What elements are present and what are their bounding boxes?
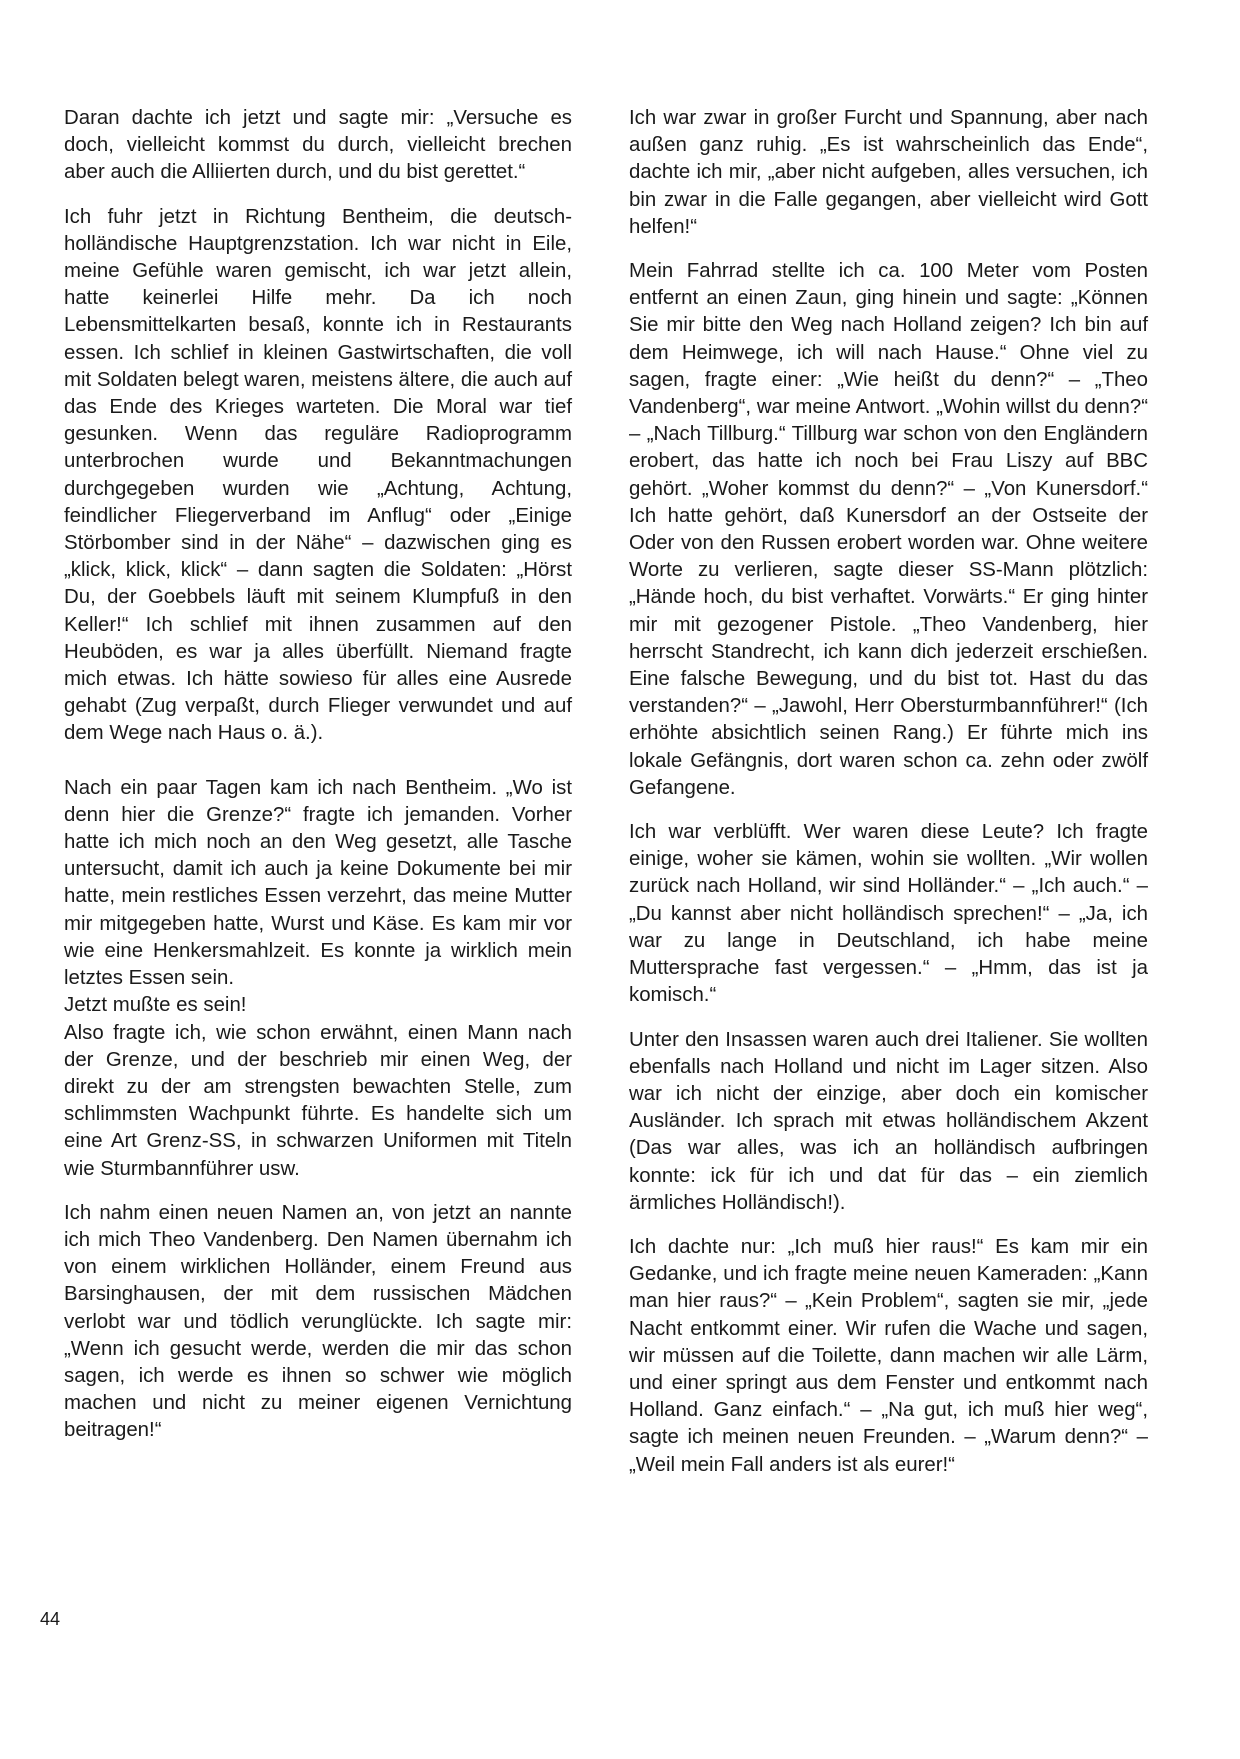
paragraph: Also fragte ich, wie schon erwähnt, einen Mann nach der Grenze, und der beschrieb mir einen Weg, der direkt zu der am strengsten bewachten Stelle, zum schlimmsten Wachpunkt führte. Es handelte sich um eine Art Grenz-SS, in schwarzen Uniformen mit Titeln wie Sturmbannführer usw. xyxy=(64,1021,572,1180)
paragraph: Mein Fahrrad stellte ich ca. 100 Meter vom Posten entfernt an einen Zaun, ging hinein und sagte: „Können Sie mir bitte den Weg nach Holland zeigen? Ich bin auf dem Heimwege, ich will nach Hause.“ Ohne viel zu sagen, fragte einer: „Wie heißt du denn?“ – „Theo Vandenberg“, war meine Antwort. „Wohin willst du denn?“ – „Nach Tillburg.“ Tillburg war schon von den Engländern erobert, das hatte ich noch bei Frau Liszy auf BBC gehört. „Woher kommst du denn?“ – „Von Kunersdorf.“ Ich hatte gehört, daß Kunersdorf an der Ostseite der Oder von den Russen erobert worden war. Ohne weitere Worte zu verlieren, sagte dieser SS-Mann plötzlich: „Hände hoch, du bist verhaftet. Vorwärts.“ Er ging hinter mir mit gezogener Pistole. „Theo Vandenberg, hier herrscht Standrecht, ich kann dich jederzeit erschießen. Eine falsche Bewegung, und du bist tot. Hast du das verstanden?“ – „Jawohl, Herr Obersturmbannführer!“ (Ich erhöhte absichtlich seinen Rang.) Er führte mich ins lokale Gefängnis, dort waren schon ca. zehn oder zwölf Gefangene. xyxy=(629,260,1148,799)
paragraph: Ich dachte nur: „Ich muß hier raus!“ Es kam mir ein Gedanke, und ich fragte meine neuen Kameraden: „Kann man hier raus?“ – „Kein Problem“, sagten sie mir, „jede Nacht entkommt einer. Wir rufen die Wache und sagen, wir müssen auf die Toilette, dann machen wir alle Lärm, und einer springt aus dem Fenster und entkommt nach Holland. Ganz einfach.“ – „Na gut, ich muß hier weg“, sagte ich meinen neuen Freunden. – „Warum denn?“ – „Weil mein Fall anders ist als eurer!“ xyxy=(629,1235,1148,1476)
paragraph: Daran dachte ich jetzt und sagte mir: „Versuche es doch, vielleicht kommst du durch, vielleicht brechen aber auch die Alliierten durch, und du bist gerettet.“ xyxy=(64,107,572,184)
paragraph: Ich fuhr jetzt in Richtung Bentheim, die deutsch-holländische Hauptgrenzstation. Ich war nicht in Eile, meine Gefühle waren gemischt, ich war jetzt allein, hatte keinerlei Hilfe mehr. Da ich noch Lebensmittelkarten besaß, konnte ich in Restaurants essen. Ich schlief in kleinen Gastwirtschaften, die voll mit Soldaten belegt waren, meistens ältere, die auch auf das Ende des Krieges warteten. Die Moral war tief gesunken. Wenn das reguläre Radioprogramm unterbrochen wurde und Bekanntmachungen durchgegeben wurden wie „Achtung, Achtung, feindlicher Fliegerverband im Anflug“ oder „Einige Störbomber sind in der Nähe“ – dazwischen ging es „klick, klick, klick“ – dann sagten die Soldaten: „Hörst Du, der Goebbels läuft mit seinem Klumpfuß in den Keller!“ Ich schlief mit ihnen zusammen auf den Heuböden, es war ja alles überfüllt. Niemand fragte mich etwas. Ich hätte sowieso für alles eine Ausrede gehabt (Zug verpaßt, durch Flieger verwundet und auf dem Wege nach Haus o. ä.). xyxy=(64,205,572,745)
paragraph: Ich nahm einen neuen Namen an, von jetzt an nannte ich mich Theo Vandenberg. Den Namen übernahm ich von einem wirklichen Holländer, einem Freund aus Barsinghausen, der mit dem russischen Mädchen verlobt war und tödlich verunglückte. Ich sagte mir: „Wenn ich gesucht werde, werden die mir das schon sagen, ich werde es ihnen so schwer wie möglich machen und nicht zu meiner eigenen Vernichtung beitragen!“ xyxy=(64,1201,572,1442)
left-column xyxy=(64,105,572,1462)
paragraph: Nach ein paar Tagen kam ich nach Bentheim. „Wo ist denn hier die Grenze?“ fragte ich jemanden. Vorher hatte ich mich noch an den Weg gesetzt, alle Tasche untersucht, damit ich auch ja keine Dokumente bei mir hatte, mein restliches Essen verzehrt, das meine Mutter mir mitgegeben hatte, Wurst und Käse. Es kam mir vor wie eine Henkersmahlzeit. Es konnte ja wirklich mein letztes Essen sein. xyxy=(64,776,572,990)
paragraph: Jetzt mußte es sein! xyxy=(64,994,247,1017)
paragraph: Ich war verblüfft. Wer waren diese Leute? Ich fragte einige, woher sie kämen, wohin sie wollten. „Wir wollen zurück nach Holland, wir sind Holländer.“ – „Ich auch.“ – „Du kannst aber nicht holländisch sprechen!“ – „Ja, ich war zu lange in Deutschland, ich habe meine Muttersprache fast vergessen.“ – „Hmm, das ist ja komisch.“ xyxy=(629,821,1148,1007)
right-column xyxy=(629,105,1148,1496)
page-number: 44 xyxy=(40,1609,61,1629)
paragraph: Ich war zwar in großer Furcht und Spannung, aber nach außen ganz ruhig. „Es ist wahrscheinlich das Ende“, dachte ich mir, „aber nicht aufgeben, alles versuchen, ich bin zwar in die Falle gegangen, aber vielleicht wird Gott helfen!“ xyxy=(629,107,1148,238)
paragraph: Unter den Insassen waren auch drei Italiener. Sie wollten ebenfalls nach Holland und nicht im Lager sitzen. Also war ich nicht der einzige, aber doch ein komischer Ausländer. Ich sprach mit etwas holländischem Akzent (Das war alles, was ich an holländisch aufbringen konnte: ick für ich und dat für das – ein ziemlich ärmliches Holländisch!). xyxy=(629,1028,1148,1214)
